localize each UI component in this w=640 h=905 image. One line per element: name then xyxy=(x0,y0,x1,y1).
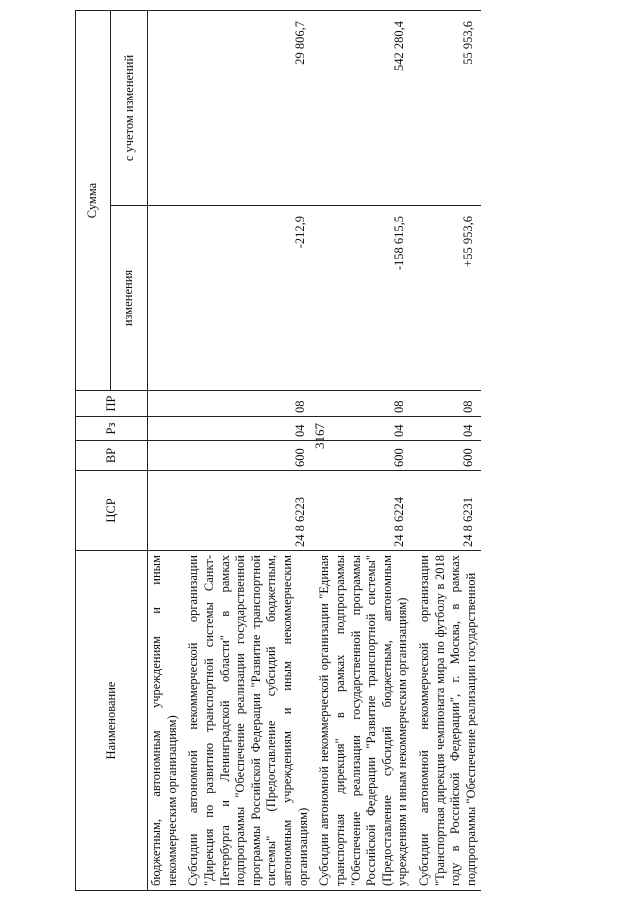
row-csr xyxy=(148,471,182,551)
row-pr: 08 xyxy=(185,391,312,417)
row-total: 542 280,4 xyxy=(316,11,412,206)
row-name: Субсидии автономной некоммерческой организации "Транспортная дирекция чемпионата мира по футболу в 2018 году в Российской Федерации", г. Москва, в рамках подпрограммы "Обеспечение реализации государственной xyxy=(416,551,481,891)
row-rz: 04 xyxy=(316,417,412,441)
header-sum: Сумма xyxy=(76,11,111,391)
row-csr: 24 8 6223 xyxy=(185,471,312,551)
row-pr: 08 xyxy=(416,391,481,417)
row-total: 29 806,7 xyxy=(185,11,312,206)
row-changes: -158 615,5 xyxy=(316,206,412,391)
row-rz: 04 xyxy=(416,417,481,441)
row-vr: 600 xyxy=(416,441,481,471)
header-csr: ЦСР xyxy=(76,471,148,551)
row-vr xyxy=(148,441,182,471)
page-number: 3167 xyxy=(312,423,327,449)
header-with-changes: с учетом изменений xyxy=(111,11,148,206)
table-row xyxy=(148,11,182,891)
budget-table xyxy=(75,10,481,891)
row-pr: 08 xyxy=(316,391,412,417)
row-rz: 04 xyxy=(185,417,312,441)
header-vr: ВР xyxy=(76,441,148,471)
row-changes xyxy=(148,206,182,391)
row-total: 55 953,6 xyxy=(416,11,481,206)
table-row xyxy=(416,11,481,891)
header-pr: ПР xyxy=(76,391,148,417)
header-rz: Рз xyxy=(76,417,148,441)
table-row xyxy=(316,11,412,891)
row-rz xyxy=(148,417,182,441)
row-name: Субсидии автономной некоммерческой организации "Единая транспортная дирекция" в рамках подпрограммы "Обеспечение реализации государственной программы Российской Федерации "Развитие транспортной системы" (Предоставление субсидий бюджетным, автономным учреждениям и иным некоммерческим организациям) xyxy=(316,551,412,891)
row-csr: 24 8 6224 xyxy=(316,471,412,551)
row-csr: 24 8 6231 xyxy=(416,471,481,551)
row-changes: -212,9 xyxy=(185,206,312,391)
header-changes: изменения xyxy=(111,206,148,391)
row-changes: +55 953,6 xyxy=(416,206,481,391)
row-pr xyxy=(148,391,182,417)
table-row xyxy=(185,11,312,891)
row-vr: 600 xyxy=(316,441,412,471)
row-name: бюджетным, автономным учреждениям и иным некоммерческим организациям) xyxy=(148,551,182,891)
row-total xyxy=(148,11,182,206)
row-name: Субсидии автономной некоммерческой организации "Дирекция по развитию транспортной системы Санкт-Петербурга и Ленинградской области" в рамках подпрограммы "Обеспечение реализации государственной программы Российской Федерации "Развитие транспортной системы" (Предоставление субсидий бюджетным, автономным учреждениям и иным некоммерческим организациям) xyxy=(185,551,312,891)
row-vr: 600 xyxy=(185,441,312,471)
header-name: Наименование xyxy=(76,551,148,891)
